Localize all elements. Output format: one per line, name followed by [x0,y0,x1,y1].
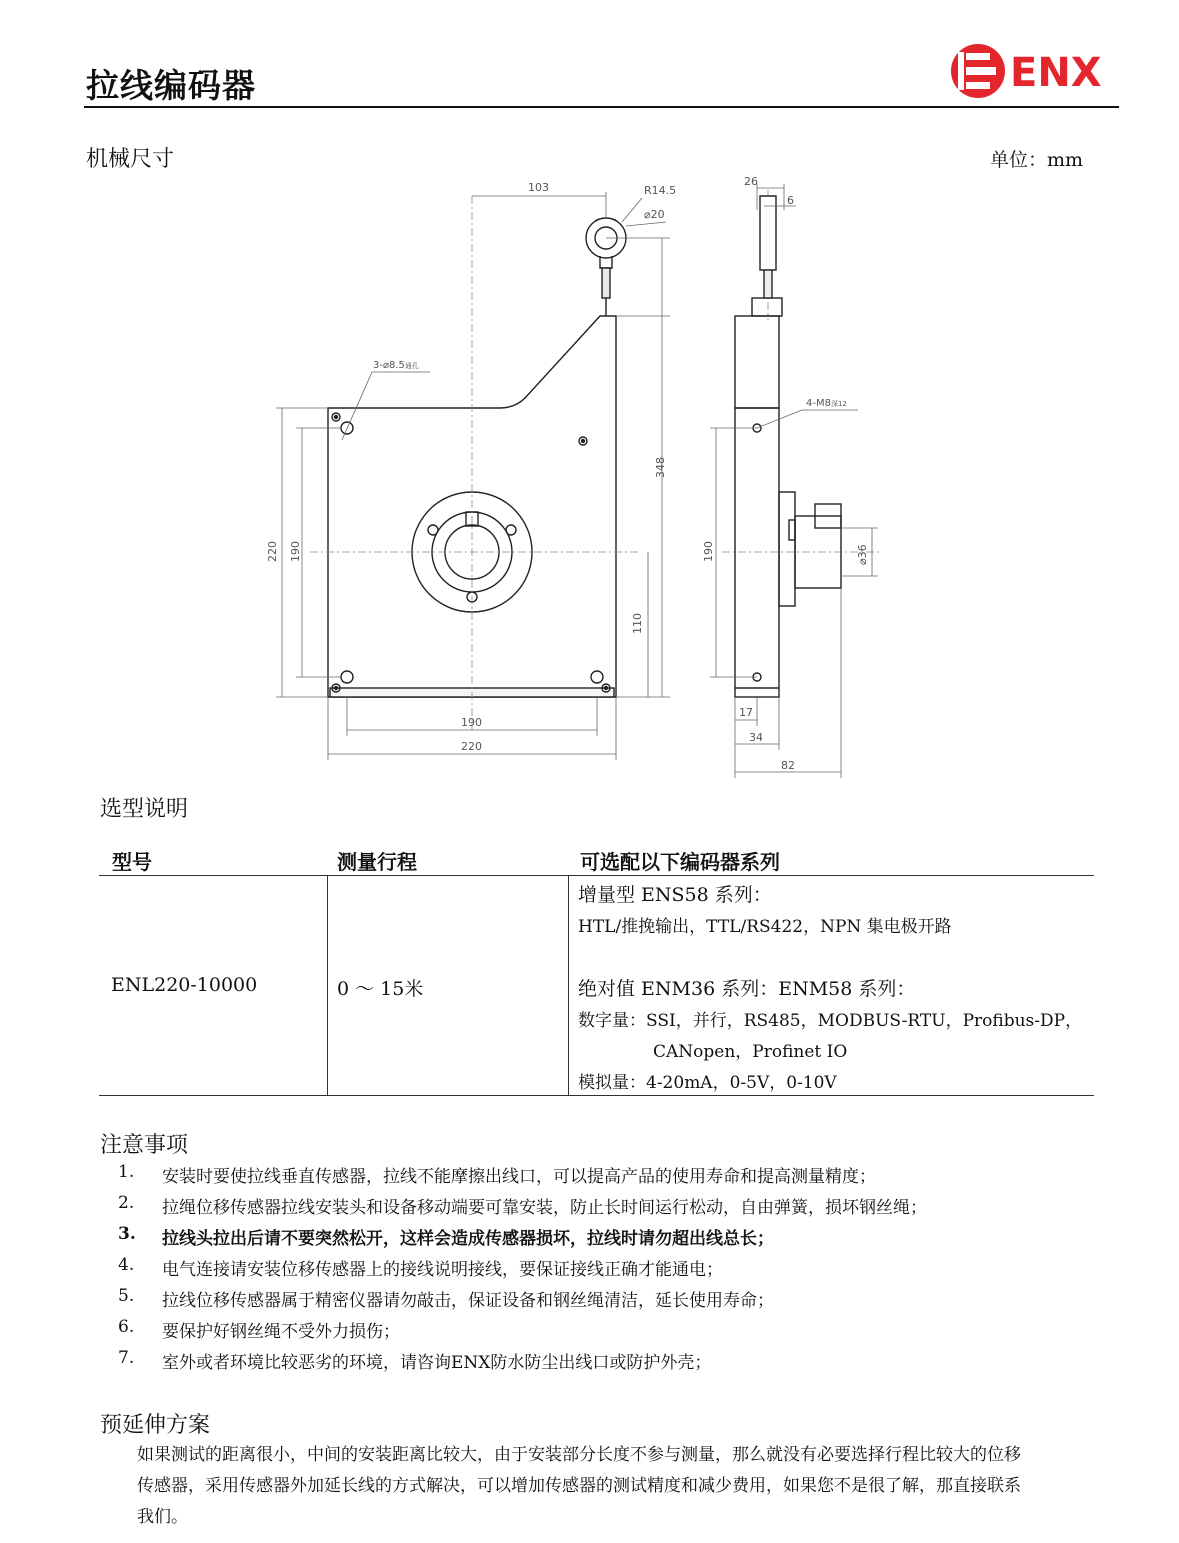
unit-label: 单位：mm [990,149,1084,171]
col-model-header: 型号 [112,850,152,874]
notes-list [118,1162,1118,1379]
list-item: 3. 拉线头拉出后请不要突然松开，这样会造成传感器损坏，拉线时请勿超出线总长； [118,1224,774,1249]
notes-heading: 注意事项 [100,1133,189,1158]
selection-heading: 选型说明 [100,797,189,822]
col-range-header: 测量行程 [337,850,417,874]
dim-side-190: 190 [702,541,715,562]
extension-line-3: 我们。 [137,1507,188,1527]
side-body-upper [735,316,779,408]
range-cell: 0 ～ 15米 [337,978,424,1000]
dimension-drawing [250,170,910,780]
dim-348: 348 [654,457,667,478]
dim-190v: 190 [289,541,302,562]
digital-line-1: 数字量：SSI，并行，RS485，MODBUS-RTU，Profibus-DP， [578,1011,1083,1031]
thru-hole-3 [591,671,603,683]
cable-sleeve [602,268,610,298]
dim-d36: ⌀36 [856,544,869,565]
col-encoder-header: 可选配以下编码器系列 [580,850,780,874]
incremental-title: 增量型 ENS58 系列： [578,884,772,906]
table-top-rule [99,875,1094,876]
list-item: 5. 拉线位移传感器属于精密仪器请勿敲击，保证设备和钢丝绳清洁，延长使用寿命； [118,1286,774,1311]
side-cable-exit [752,298,782,316]
list-item: 1. 安装时要使拉线垂直传感器，拉线不能摩擦出线口，可以提高产品的使用寿命和提高测量精度； [118,1162,876,1187]
logo-text: ENX [1010,50,1102,96]
thru-hole-2 [341,671,353,683]
dim-82: 82 [781,759,795,772]
dim-r145: R14.5 [644,184,677,197]
table-divider-2 [568,875,569,1095]
incremental-detail: HTL/推挽输出，TTL/RS422，NPN 集电极开路 [578,917,952,937]
extension-line-1: 如果测试的距离很小，中间的安装距离比较大，由于安装部分长度不参与测量，那么就没有必要选择行程比较大的位移 [137,1445,1021,1465]
list-item: 2. 拉绳位移传感器拉线安装头和设备移动端要可靠安装，防止长时间运行松动，自由弹簧，损坏钢丝绳； [118,1193,927,1218]
list-item: 7. 室外或者环境比较恶劣的环境，请咨询ENX防水防尘出线口或防护外壳； [118,1348,712,1373]
list-item: 4. 电气连接请安装位移传感器上的接线说明接线，要保证接线正确才能通电； [118,1255,723,1280]
dim-220h: 220 [461,740,482,753]
extension-body [137,1440,1097,1533]
header-rule [84,106,1119,108]
extension-line-2: 传感器，采用传感器外加延长线的方式解决，可以增加传感器的测试精度和减少费用，如果您不是很了解，那直接联系 [137,1476,1021,1496]
dim-110: 110 [631,613,644,634]
dim-holes: 3-⌀8.5通孔 [373,360,419,371]
page-title: 拉线编码器 [86,66,256,105]
dim-m8: 4-M8深12 [806,398,847,409]
dim-103: 103 [528,181,549,194]
dim-220v: 220 [266,541,279,562]
dim-17: 17 [739,706,753,719]
dim-6: 6 [787,194,794,207]
extension-heading: 预延伸方案 [100,1413,211,1438]
table-divider-1 [327,875,328,1095]
dim-26: 26 [744,175,758,188]
list-item: 6. 要保护好钢丝绳不受外力损伤； [118,1317,400,1342]
table-bottom-rule [99,1095,1094,1096]
digital-line-2: CANopen，Profinet IO [653,1042,848,1062]
model-cell: ENL220-10000 [111,974,258,996]
side-eyelet [760,196,776,270]
dim-34: 34 [749,731,763,744]
absolute-title: 绝对值 ENM36 系列：ENM58 系列： [578,978,916,1000]
enx-logo [948,40,1113,102]
encoder-flange [779,492,795,606]
analog-line: 模拟量：4-20mA，0-5V，0-10V [578,1073,837,1093]
encoder-clip [789,520,795,540]
dim-d20: ⌀20 [644,208,665,221]
dim-190h: 190 [461,716,482,729]
mech-heading: 机械尺寸 [86,147,175,172]
side-body-lower [735,408,779,697]
